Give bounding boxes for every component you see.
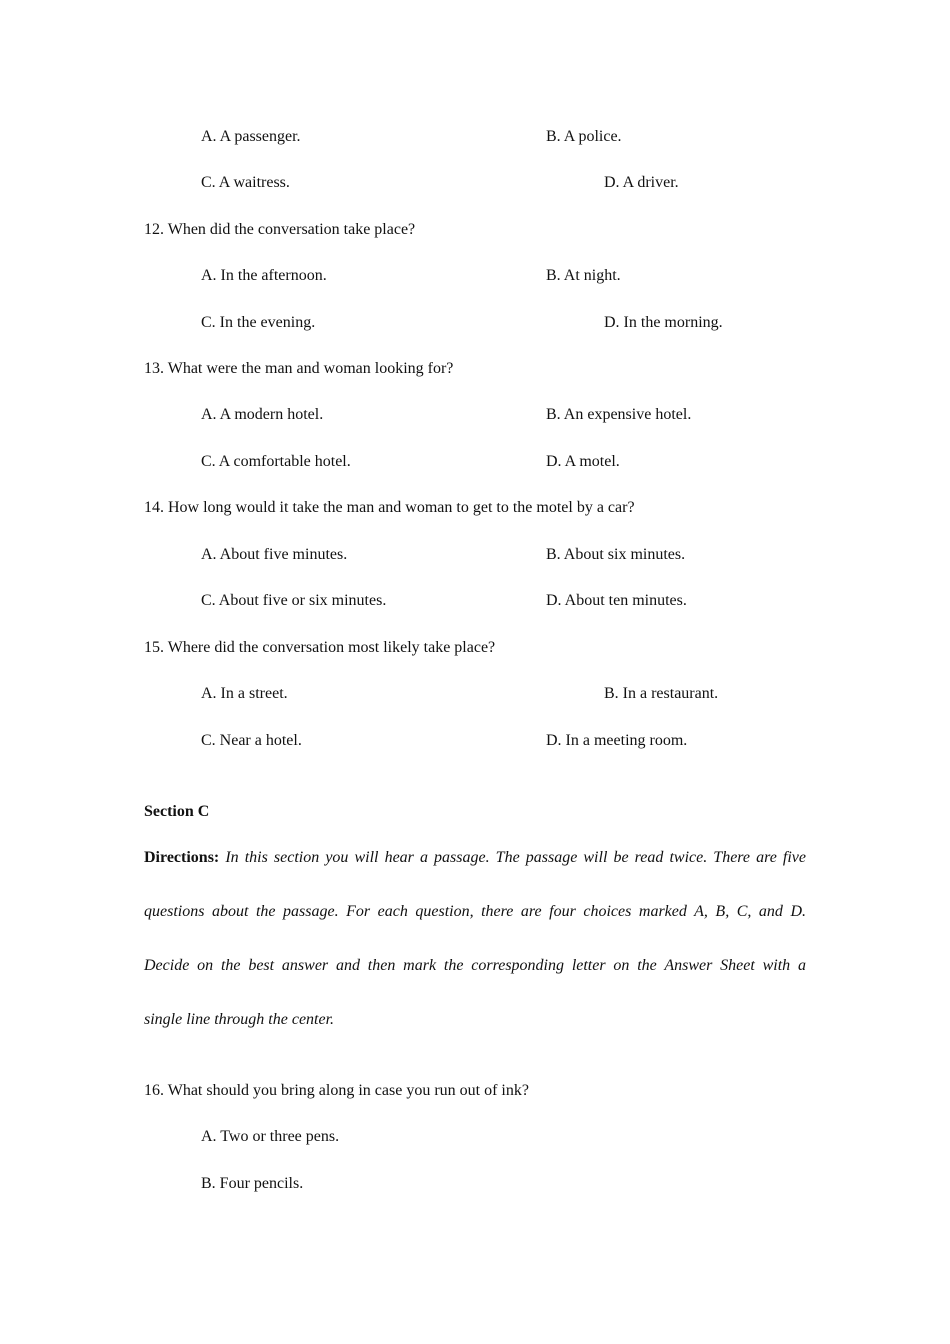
q15-option-a: A. In a street. bbox=[201, 685, 288, 702]
q14-option-c: C. About five or six minutes. bbox=[201, 592, 387, 609]
q13-option-c: C. A comfortable hotel. bbox=[201, 453, 351, 470]
q12-question: 12. When did the conversation take place? bbox=[144, 221, 416, 238]
q11-option-d: D. A driver. bbox=[604, 174, 679, 191]
q12-option-b: B. At night. bbox=[546, 267, 621, 284]
q11-option-b: B. A police. bbox=[546, 128, 622, 145]
directions-line-2: questions about the passage. For each question, there are four choices marked A, B, C, and D. bbox=[144, 903, 806, 920]
q16-option-a: A. Two or three pens. bbox=[201, 1128, 340, 1145]
directions-text-1: In this section you will hear a passage. The passage will be read twice. There are five bbox=[225, 849, 807, 866]
q15-option-c: C. Near a hotel. bbox=[201, 732, 302, 749]
q11-option-a: A. A passenger. bbox=[201, 128, 301, 145]
q16-option-b: B. Four pencils. bbox=[201, 1175, 304, 1192]
q13-option-b: B. An expensive hotel. bbox=[546, 406, 692, 423]
q14-question: 14. How long would it take the man and woman to get to the motel by a car? bbox=[144, 499, 635, 516]
q13-option-d: D. A motel. bbox=[546, 453, 620, 470]
q14-option-b: B. About six minutes. bbox=[546, 546, 686, 563]
q15-option-d: D. In a meeting room. bbox=[546, 732, 688, 749]
q12-option-c: C. In the evening. bbox=[201, 314, 316, 331]
q12-option-d: D. In the morning. bbox=[604, 314, 723, 331]
q15-question: 15. Where did the conversation most likely take place? bbox=[144, 639, 496, 656]
q12-option-a: A. In the afternoon. bbox=[201, 267, 327, 284]
q11-option-c: C. A waitress. bbox=[201, 174, 290, 191]
q14-option-a: A. About five minutes. bbox=[201, 546, 348, 563]
directions-line-3: Decide on the best answer and then mark the corresponding letter on the Answer Sheet with a bbox=[144, 957, 806, 974]
directions-line-1 bbox=[144, 848, 806, 868]
q13-question: 13. What were the man and woman looking for? bbox=[144, 360, 454, 377]
q15-option-b: B. In a restaurant. bbox=[604, 685, 719, 702]
q16-question: 16. What should you bring along in case you run out of ink? bbox=[144, 1082, 529, 1099]
section-title: Section C bbox=[144, 803, 210, 820]
directions-label: Directions: bbox=[144, 849, 220, 866]
q13-option-a: A. A modern hotel. bbox=[201, 406, 324, 423]
q14-option-d: D. About ten minutes. bbox=[546, 592, 687, 609]
directions-line-4: single line through the center. bbox=[144, 1011, 335, 1028]
